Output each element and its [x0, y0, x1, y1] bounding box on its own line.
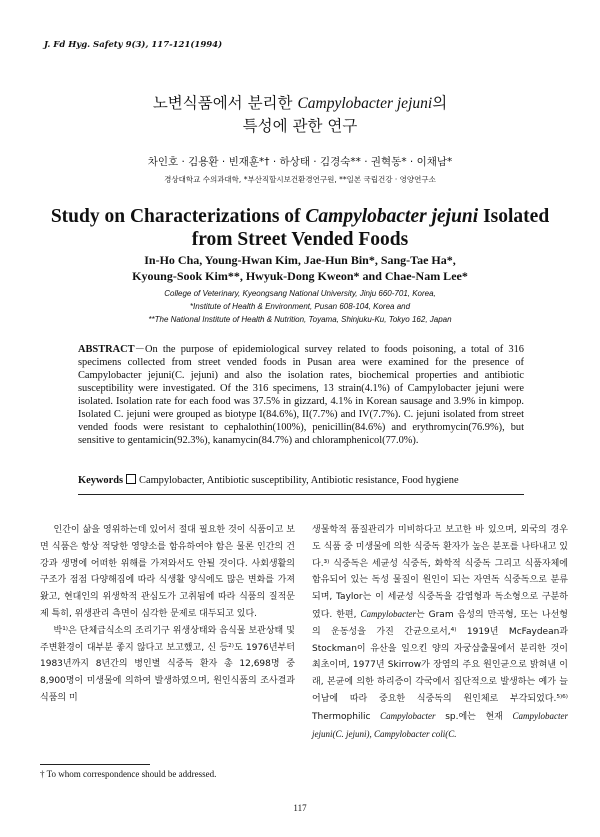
species-name: Campylobacter jejuni(C. jejuni), Campylobacter coli(C.: [312, 710, 568, 739]
keywords-text: Campylobacter, Antibiotic susceptibility, Antibiotic resistance, Food hygiene: [139, 475, 459, 486]
english-authors-line2: Kyoung-Sook Kim**, Hwyuk-Dong Kweon* and Chae-Nam Lee*: [132, 269, 468, 283]
korean-title-species: Campylobacter jejuni: [297, 95, 433, 112]
affiliation-3: **The National Institute of Health & Nutrition, Toyama, Shinjuku-Ku, Tokyo 162, Japan: [148, 315, 452, 324]
english-title-line2: from Street Vended Foods: [191, 229, 409, 250]
affiliation-2: *Institute of Health & Environment, Pusan 608-104, Korea and: [189, 302, 411, 311]
abstract: [78, 343, 524, 447]
korean-title-post: 의: [432, 94, 448, 112]
genus-name: Campylobacter: [360, 608, 416, 619]
body-text: 는 Gram 음성의 만곡형, 또는 나선형의 운동성을 가진 간균으로서,⁴⁾ 1919년 McFaydean과 Stockman이 유산을 일으킨 양의 자궁삼출물에서 분리한 것이 최초이며, 1977년 Skirrow가 장염의 주요 원인균으로 밝혀낸 이래, 본균에 의한 하리증이 각국에서 집단적으로 발생하는 예가 늘어남에 따라 중요한 식중독의 원인체로 부각되었다.⁵⁾⁶⁾ Thermophilic: [312, 609, 568, 722]
korean-title-line2: 특성에 관한 연구: [242, 117, 358, 135]
body-paragraph: 인간이 삶을 영위하는데 있어서 절대 필요한 것이 식품이고 보면 식품은 항상 적당한 영양소를 함유하여야 함은 물론 인간의 건강과 생명에 어떠한 위해를 가져와서도 안될 것이다. 사회생활의 구조가 점점 다양해짐에 따라 식생활 양식에도 많은 변화를 가져왔고, 현대인의 위생학적 관심도가 고취됨에 따라 식품의 질적문제 특히, 위생관리 측면이 심각한 문제로 대두되고 있다.: [40, 525, 295, 619]
body-paragraph: 박¹⁾은 단체급식소의 조리기구 위생상태와 음식물 보관상태 및 주변환경이 대부분 좋지 않다고 보고했고, 신 등²⁾도 1976년부터 1983년까지 8년간의 병인별 식중독 환자 총 12,698명 중 8,900명이 미생물에 의하여 발생하였으며, 원인식품의 조사결과 식품의 미: [40, 625, 295, 703]
genus-name: Campylobacter: [380, 710, 436, 721]
abstract-text: －On the purpose of epidemiological survey related to foods poisoning, a total of 316 specimens collected from street vended foods in Pusan area were examined for the presence of Campylobacter jejuni(C. jejuni) and also the isolation rates, biochemical properties and antibiotic susceptibility were investigated. Of the 316 specimens, 13 strain(4.1%) of Campylobacter jejuni were isolated. Isolation rate for each food was 37.5% in gizzard, 4.1% in Korean sausage and 3.9% in kimpop. Isolated C. jejuni were grouped as biotype I(84.6%), II(7.7%) and IV(7.7%). C. jejuni isolated from street vended foods were resistant to cephalothin(100%), penicillin(84.6%) and erythromycin(76.9%), but sensitive to gentamicin(92.3%), kanamycin(84.7%) and chloramphenicol(77.0%).: [78, 344, 524, 446]
affiliation-1: College of Veterinary, Kyeongsang National University, Jinju 660-701, Korea,: [164, 289, 436, 298]
footnote-divider: [40, 764, 150, 765]
footnote: † To whom correspondence should be addressed.: [40, 769, 217, 779]
body-paragraph: [312, 522, 568, 743]
body-text: sp.에는 현재: [435, 711, 513, 722]
body-column-right: [312, 522, 568, 743]
english-title-post: Isolated: [478, 206, 550, 227]
body-column-left: [40, 522, 295, 707]
english-title-pre: Study on Characterizations of: [50, 206, 306, 227]
abstract-heading: ABSTRACT: [78, 344, 135, 355]
journal-citation: J. Fd Hyg. Safety 9(3), 117-121(1994): [44, 40, 223, 50]
korean-title: [0, 92, 600, 137]
english-affiliations: [0, 287, 600, 326]
body-text: 생물학적 품질관리가 미비하다고 보고한 바 있으며, 외국의 경우도 식품 중 미생물에 의한 식중독 환자가 높은 분포를 나타내고 있다.³⁾ 식중독은 세균성 식중독, 화학적 식중독 그리고 식품자체에 함유되어 있는 독성 물질이 원인이 되는 자연독 식중독으로 분류되며, Taylor는 이 세균성 식중독을 감염형과 독소형으로 구분하였다. 한편,: [312, 525, 568, 620]
checkbox-icon: [126, 474, 136, 484]
korean-title-pre: 노변식품에서 분리한: [152, 94, 298, 112]
korean-affiliations: 경상대학교 수의과대학, *부산직할시보건환경연구원, **일본 국립건강 · 영양연구소: [164, 175, 436, 184]
korean-authors: 차인호 · 김용환 · 빈재훈*† · 하상태 · 김경숙** · 권혁동* · 이채남*: [147, 156, 453, 168]
english-authors-line1: In-Ho Cha, Young-Hwan Kim, Jae-Hun Bin*, Sang-Tae Ha*,: [144, 253, 456, 267]
keywords: [78, 474, 524, 486]
page-number: 117: [293, 803, 307, 813]
english-title: [0, 205, 600, 251]
english-authors: [0, 252, 600, 284]
keywords-label: Keywords: [78, 475, 124, 486]
section-divider: [78, 494, 524, 495]
english-title-species: Campylobacter jejuni: [305, 206, 479, 227]
